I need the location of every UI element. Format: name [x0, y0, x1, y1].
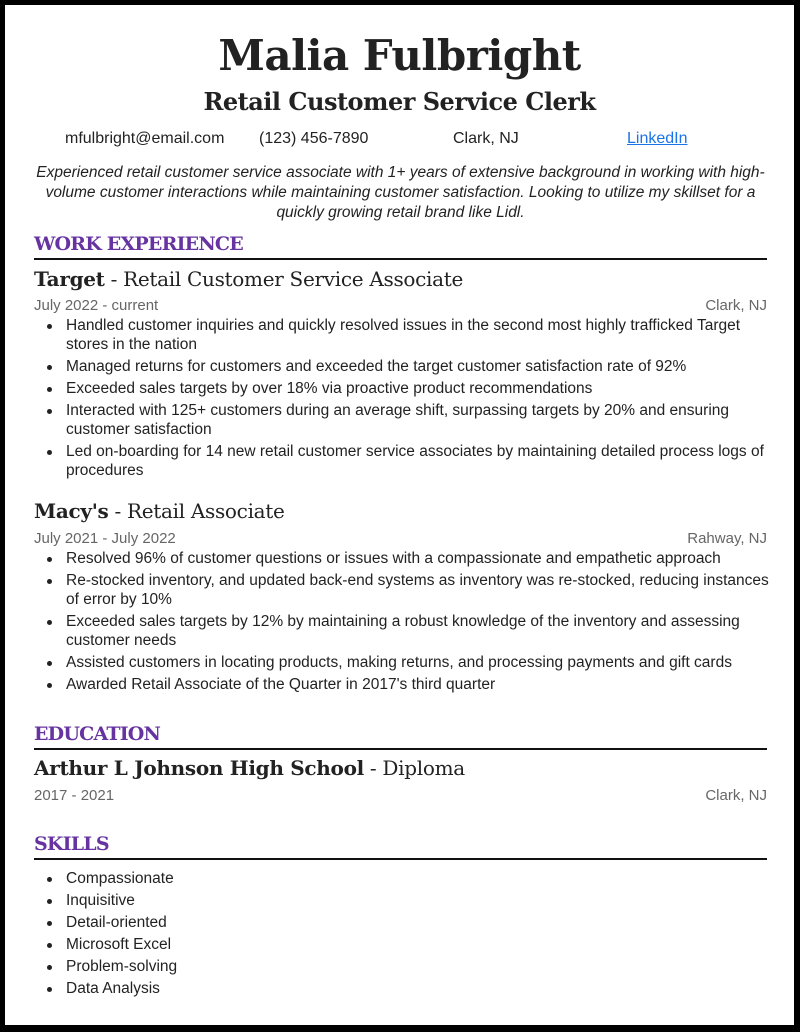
skill-item: Microsoft Excel: [66, 935, 771, 954]
list-item: Exceeded sales targets by 12% by maintaining a robust knowledge of the inventory and assessing customer needs: [66, 612, 771, 650]
linkedin-link[interactable]: LinkedIn: [627, 130, 688, 147]
list-item: Resolved 96% of customer questions or issues with a compassionate and empathetic approach: [66, 549, 771, 568]
separator: -: [369, 756, 377, 780]
resume-page: [5, 5, 794, 1025]
job-heading: [34, 501, 285, 521]
education-meta: [34, 787, 767, 805]
skills-list: [66, 869, 771, 1001]
skill-item: Compassionate: [66, 869, 771, 888]
job-dates: July 2022 - current: [34, 297, 159, 314]
list-item: Interacted with 125+ customers during an average shift, surpassing targets by 20% and ensuring customer satisfaction: [66, 401, 771, 439]
degree: Diploma: [382, 756, 465, 780]
contact-phone: (123) 456-7890: [259, 130, 369, 147]
school-name: Arthur L Johnson High School: [34, 756, 364, 780]
job-location: Clark, NJ: [705, 297, 767, 314]
skill-item: Detail-oriented: [66, 913, 771, 932]
candidate-name: Malia Fulbright: [218, 31, 581, 80]
list-item: Exceeded sales targets by over 18% via proactive product recommendations: [66, 379, 771, 398]
contact-location: Clark, NJ: [453, 130, 519, 147]
section-heading-education: EDUCATION: [34, 725, 767, 750]
list-item: Managed returns for customers and exceeded the target customer satisfaction rate of 92%: [66, 357, 771, 376]
job-meta: [34, 530, 767, 548]
list-item: Handled customer inquiries and quickly resolved issues in the second most highly trafficked Target stores in the nation: [66, 316, 771, 354]
job-title: Retail Customer Service Clerk: [203, 87, 596, 116]
job-location: Rahway, NJ: [687, 530, 767, 547]
separator: -: [114, 499, 121, 523]
job-dates: July 2021 - July 2022: [34, 530, 176, 547]
list-item: Led on-boarding for 14 new retail customer service associates by maintaining detailed process logs of procedures: [66, 442, 771, 480]
job-org: Target: [34, 267, 105, 291]
job-heading: [34, 269, 463, 289]
skill-item: Inquisitive: [66, 891, 771, 910]
education-location: Clark, NJ: [705, 787, 767, 804]
section-heading-work: WORK EXPERIENCE: [34, 235, 767, 260]
education-dates: 2017 - 2021: [34, 787, 115, 804]
job-role: Retail Associate: [126, 499, 285, 523]
list-item: Awarded Retail Associate of the Quarter in 2017's third quarter: [66, 675, 771, 694]
list-item: Assisted customers in locating products, making returns, and processing payments and gift cards: [66, 653, 771, 672]
section-heading-skills: SKILLS: [34, 835, 767, 860]
skill-item: Data Analysis: [66, 979, 771, 998]
job-bullets: [66, 316, 771, 483]
job-meta: [34, 297, 767, 315]
skill-item: Problem-solving: [66, 957, 771, 976]
education-heading: [34, 758, 465, 778]
job-role: Retail Customer Service Associate: [123, 267, 464, 291]
list-item: Re-stocked inventory, and updated back-end systems as inventory was re-stocked, reducing instances of error by 10%: [66, 571, 771, 609]
contact-email: mfulbright@email.com: [65, 130, 225, 147]
job-bullets: [66, 549, 771, 697]
job-org: Macy's: [34, 499, 109, 523]
summary: Experienced retail customer service associate with 1+ years of extensive background in working with high-volume customer interactions while maintaining customer satisfaction. Looking to utilize my skillset for a quickly growing retail brand like Lidl.: [36, 164, 765, 221]
separator: -: [110, 267, 118, 291]
